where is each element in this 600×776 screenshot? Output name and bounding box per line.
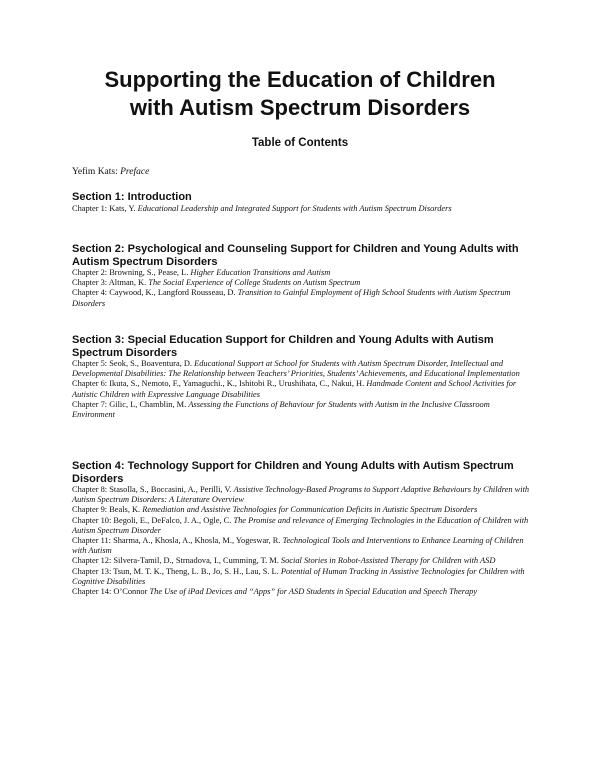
- section-title: Section 1: Introduction: [72, 191, 192, 203]
- chapter-title: Higher Education Transitions and Autism: [190, 268, 331, 277]
- section-3: [72, 334, 532, 420]
- book-title-line-1: Supporting the Education of Children: [104, 67, 496, 92]
- chapter-title: Handmade Content and School Activities for Autistic Children with Expressive Language Disabilities: [72, 379, 517, 399]
- chapter-entry: [72, 567, 532, 587]
- section-1: [72, 191, 532, 214]
- chapter-authors: Chapter 10: Begoli, E., DeFalco, J. A., Ogle, C.: [72, 515, 234, 525]
- section-4: [72, 460, 532, 597]
- chapter-authors: Chapter 6: Ikuta, S., Nemoto, F., Yamaguchi., K., Ishitobi R., Urushihata, C., Nakui, H.: [72, 379, 367, 389]
- chapter-authors: Chapter 2: Browning, S., Pease, L.: [72, 268, 191, 277]
- chapter-title: Assistive Technology-Based Programs to Support Adaptive Behaviours by Children with Autism Spectrum Disorders: A Literature Overview: [72, 485, 530, 505]
- section-title: Section 4: Technology Support for Children and Young Adults with Autism Spectrum Disorders: [72, 460, 514, 485]
- chapter-authors: Chapter 9: Beals, K.: [72, 505, 143, 515]
- section-2: [72, 243, 532, 309]
- chapter-authors: Chapter 7: Gilic, L, Chamblin, M.: [72, 399, 189, 409]
- chapter-title: The Promise and relevance of Emerging Technologies in the Education of Children with Autism Spectrum Disorder: [72, 515, 529, 535]
- toc-heading: Table of Contents: [251, 137, 349, 149]
- chapter-authors: Chapter 14: O’Connor: [72, 587, 150, 597]
- chapter-authors: Chapter 11: Sharma, A., Khosla, A., Khosla, M., Yogeswar, R.: [72, 536, 283, 546]
- section-title: Section 2: Psychological and Counseling Support for Children and Young Adults with Autism Spectrum Disorders: [72, 243, 519, 268]
- chapter-title: Social Stories in Robot-Assisted Therapy for Children with ASD: [280, 556, 496, 566]
- preface-entry: [72, 166, 149, 178]
- chapter-authors: Chapter 13: Tsun, M. T. K., Theng, L. B., Jo, S. H., Lau, S. L.: [72, 566, 281, 576]
- chapter-entry: [72, 278, 532, 288]
- book-title: [40, 66, 560, 122]
- preface-author: Yefim Kats:: [72, 167, 121, 177]
- book-title-line-2: with Autism Spectrum Disorders: [129, 95, 471, 120]
- chapter-title: Remediation and Assistive Technologies for Communication Deficits in Autistic Spectrum Disorders: [142, 505, 478, 515]
- chapter-entry: [72, 268, 532, 278]
- chapter-entry: [72, 516, 532, 536]
- chapter-entry: [72, 485, 532, 505]
- chapter-entry: [72, 379, 532, 399]
- chapter-authors: Chapter 4: Caywood, K., Langford Rousseau, D.: [72, 288, 238, 298]
- chapter-title: Technological Tools and Interventions to Enhance Learning of Children with Autism: [72, 536, 524, 556]
- chapter-entry: [72, 587, 532, 597]
- chapter-title: Educational Support at School for Students with Autism Spectrum Disorder, Intellectual and Developmental Disabilities: The Relationship between Teachers’ Priorities, Students’ Achievements, and Educational Implementation: [72, 359, 520, 379]
- chapter-authors: Chapter 1: Kats, Y.: [72, 203, 138, 213]
- chapter-authors: Chapter 3: Altman, K.: [72, 278, 149, 288]
- chapter-title: Potential of Human Tracking in Assistive Technologies for Children with Cognitive Disabilities: [72, 566, 525, 586]
- chapter-entry: [72, 288, 532, 308]
- preface-title: Preface: [120, 167, 150, 177]
- chapter-entry: [72, 505, 532, 515]
- chapter-entry: [72, 359, 532, 379]
- chapter-entry: [72, 536, 532, 556]
- chapter-authors: Chapter 12: Silvera-Tamil, D., Strnadova, I., Cumming, T. M.: [72, 556, 281, 566]
- section-title: Section 3: Special Education Support for Children and Young Adults with Autism Spectrum Disorders: [72, 334, 494, 359]
- chapter-entry: [72, 204, 532, 214]
- chapter-title: Assessing the Functions of Behaviour for Students with Autism in the Inclusive Classroom Environment: [72, 399, 490, 420]
- chapter-authors: Chapter 8: Stasolla, S., Boccasini, A., Perilli, V.: [72, 485, 234, 494]
- chapter-entry: [72, 556, 532, 566]
- chapter-authors: Chapter 5: Seok, S., Boaventura, D.: [72, 359, 195, 368]
- chapter-title: The Use of iPad Devices and “Apps” for ASD Students in Special Education and Speech Therapy: [149, 587, 478, 597]
- chapter-title: The Social Experience of College Students on Autism Spectrum: [148, 278, 361, 288]
- chapter-title: Educational Leadership and Integrated Support for Students with Autism Spectrum Disorders: [137, 203, 452, 213]
- chapter-title: Transition to Gainful Employment of High School Students with Autism Spectrum Disorders: [72, 288, 511, 308]
- chapter-entry: [72, 400, 532, 420]
